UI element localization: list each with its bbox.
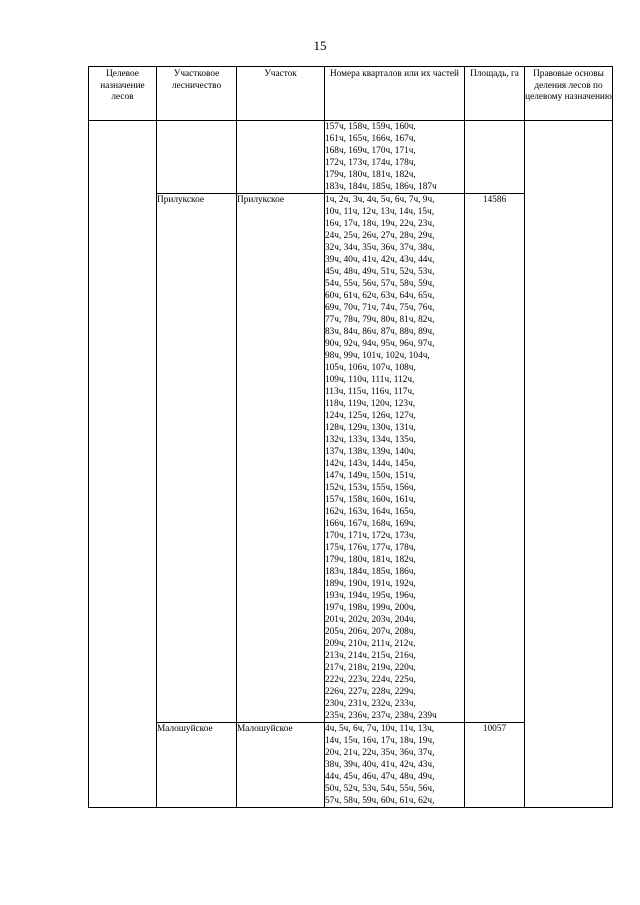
quarter-line: 1ч, 2ч, 3ч, 4ч, 5ч, 6ч, 7ч, 9ч, xyxy=(325,195,435,205)
quarter-line: 142ч, 143ч, 144ч, 145ч, xyxy=(325,459,416,469)
quarter-line: 157ч, 158ч, 160ч, 161ч, xyxy=(325,495,416,505)
quarter-line: 205ч, 206ч, 207ч, 208ч, xyxy=(325,627,416,637)
purpose-cell xyxy=(89,121,157,808)
quarter-line: 183ч, 184ч, 185ч, 186ч, 187ч xyxy=(325,182,437,192)
quarter-line: 168ч, 169ч, 170ч, 171ч, xyxy=(325,146,416,156)
quarter-line: 172ч, 173ч, 174ч, 178ч, xyxy=(325,158,416,168)
plot-cell: Прилукское xyxy=(237,194,325,723)
quarter-line: 179ч, 180ч, 181ч, 182ч, xyxy=(325,170,416,180)
quarter-line: 162ч, 163ч, 164ч, 165ч, xyxy=(325,507,416,517)
quarter-line: 54ч, 55ч, 56ч, 57ч, 58ч, 59ч, xyxy=(325,279,435,289)
quarter-line: 69ч, 70ч, 71ч, 74ч, 75ч, 76ч, xyxy=(325,303,435,313)
quarter-line: 4ч, 5ч, 6ч, 7ч, 10ч, 11ч, 13ч, xyxy=(325,724,435,734)
page-number: 15 xyxy=(313,38,327,53)
quarter-line: 118ч, 119ч, 120ч, 123ч, xyxy=(325,399,416,409)
quarter-line: 226ч, 227ч, 228ч, 229ч, xyxy=(325,687,416,697)
table-header-row xyxy=(89,67,613,121)
area-cell xyxy=(465,121,525,194)
header-legal-basis: Правовые основы деления лесов по целевому назначению xyxy=(525,67,613,121)
quarter-line: 147ч, 149ч, 150ч, 151ч, xyxy=(325,471,416,481)
quarter-line: 57ч, 58ч, 59ч, 60ч, 61ч, 62ч, xyxy=(325,796,435,806)
quarter-line: 45ч, 48ч, 49ч, 51ч, 52ч, 53ч, xyxy=(325,267,435,277)
header-purpose: Целевое назначение лесов xyxy=(89,67,157,121)
quarter-line: 24ч, 25ч, 26ч, 27ч, 28ч, 29ч, xyxy=(325,231,435,241)
quarter-line: 137ч, 138ч, 139ч, 140ч, xyxy=(325,447,416,457)
quarter-line: 20ч, 21ч, 22ч, 35ч, 36ч, 37ч, xyxy=(325,748,435,758)
quarter-line: 189ч, 190ч, 191ч, 192ч, xyxy=(325,579,416,589)
quarter-line: 197ч, 198ч, 199ч, 200ч, xyxy=(325,603,416,613)
quarter-line: 152ч, 153ч, 155ч, 156ч, xyxy=(325,483,416,493)
plot-cell: Малошуйское xyxy=(237,723,325,808)
forest-division-table xyxy=(88,66,613,808)
quarter-line: 179ч, 180ч, 181ч, 182ч, xyxy=(325,555,416,565)
header-quarters: Номера кварталов или их частей xyxy=(325,67,465,121)
quarter-line: 170ч, 171ч, 172ч, 173ч, xyxy=(325,531,416,541)
quarter-line: 83ч, 84ч, 86ч, 87ч, 88ч, 89ч, xyxy=(325,327,435,337)
quarter-line: 124ч, 125ч, 126ч, 127ч, xyxy=(325,411,416,421)
quarter-line: 109ч, 110ч, 111ч, 112ч, xyxy=(325,375,415,385)
quarter-line: 60ч, 61ч, 62ч, 63ч, 64ч, 65ч, xyxy=(325,291,435,301)
quarter-line: 90ч, 92ч, 94ч, 95ч, 96ч, 97ч, xyxy=(325,339,435,349)
quarters-cell xyxy=(325,723,465,808)
quarter-line: 161ч, 165ч, 166ч, 167ч, xyxy=(325,134,416,144)
quarter-line: 235ч, 236ч, 237ч, 238ч, 239ч xyxy=(325,711,437,721)
quarter-line: 16ч, 17ч, 18ч, 19ч, 22ч, 23ч, xyxy=(325,219,435,229)
quarter-line: 217ч, 218ч, 219ч, 220ч, xyxy=(325,663,416,673)
forestry-cell: Малошуйское xyxy=(157,723,237,808)
quarter-line: 209ч, 210ч, 211ч, 212ч, xyxy=(325,639,416,649)
quarter-line: 39ч, 40ч, 41ч, 42ч, 43ч, 44ч, xyxy=(325,255,435,265)
header-forestry: Участковое лесничество xyxy=(157,67,237,121)
quarter-line: 183ч, 184ч, 185ч, 186ч, xyxy=(325,567,416,577)
quarter-line: 201ч, 202ч, 203ч, 204ч, xyxy=(325,615,416,625)
header-plot: Участок xyxy=(237,67,325,121)
quarter-line: 98ч, 99ч, 101ч, 102ч, 104ч, xyxy=(325,351,430,361)
quarter-line: 157ч, 158ч, 159ч, 160ч, xyxy=(325,122,416,132)
quarter-line: 38ч, 39ч, 40ч, 41ч, 42ч, 43ч, xyxy=(325,760,435,770)
quarter-line: 32ч, 34ч, 35ч, 36ч, 37ч, 38ч, xyxy=(325,243,435,253)
area-cell: 10057 xyxy=(465,723,525,808)
legal-basis-cell xyxy=(525,121,613,808)
plot-cell xyxy=(237,121,325,194)
quarter-line: 44ч, 45ч, 46ч, 47ч, 48ч, 49ч, xyxy=(325,772,435,782)
quarter-line: 230ч, 231ч, 232ч, 233ч, xyxy=(325,699,416,709)
quarter-line: 14ч, 15ч, 16ч, 17ч, 18ч, 19ч, xyxy=(325,736,435,746)
quarter-line: 213ч, 214ч, 215ч, 216ч, xyxy=(325,651,416,661)
header-area: Площадь, га xyxy=(465,67,525,121)
quarter-line: 175ч, 176ч, 177ч, 178ч, xyxy=(325,543,416,553)
quarter-line: 132ч, 133ч, 134ч, 135ч, xyxy=(325,435,416,445)
quarter-line: 10ч, 11ч, 12ч, 13ч, 14ч, 15ч, xyxy=(325,207,435,217)
quarter-line: 222ч, 223ч, 224ч, 225ч, xyxy=(325,675,416,685)
quarter-line: 113ч, 115ч, 116ч, 117ч, xyxy=(325,387,415,397)
forestry-cell xyxy=(157,121,237,194)
quarters-cell xyxy=(325,194,465,723)
quarter-line: 128ч, 129ч, 130ч, 131ч, xyxy=(325,423,416,433)
area-cell: 14586 xyxy=(465,194,525,723)
quarter-line: 50ч, 52ч, 53ч, 54ч, 55ч, 56ч, xyxy=(325,784,435,794)
forestry-cell: Прилукское xyxy=(157,194,237,723)
table-row xyxy=(89,121,613,194)
quarter-line: 105ч, 106ч, 107ч, 108ч, xyxy=(325,363,416,373)
quarters-cell xyxy=(325,121,465,194)
quarter-line: 166ч, 167ч, 168ч, 169ч, xyxy=(325,519,416,529)
quarter-line: 193ч, 194ч, 195ч, 196ч, xyxy=(325,591,416,601)
quarter-line: 77ч, 78ч, 79ч, 80ч, 81ч, 82ч, xyxy=(325,315,435,325)
